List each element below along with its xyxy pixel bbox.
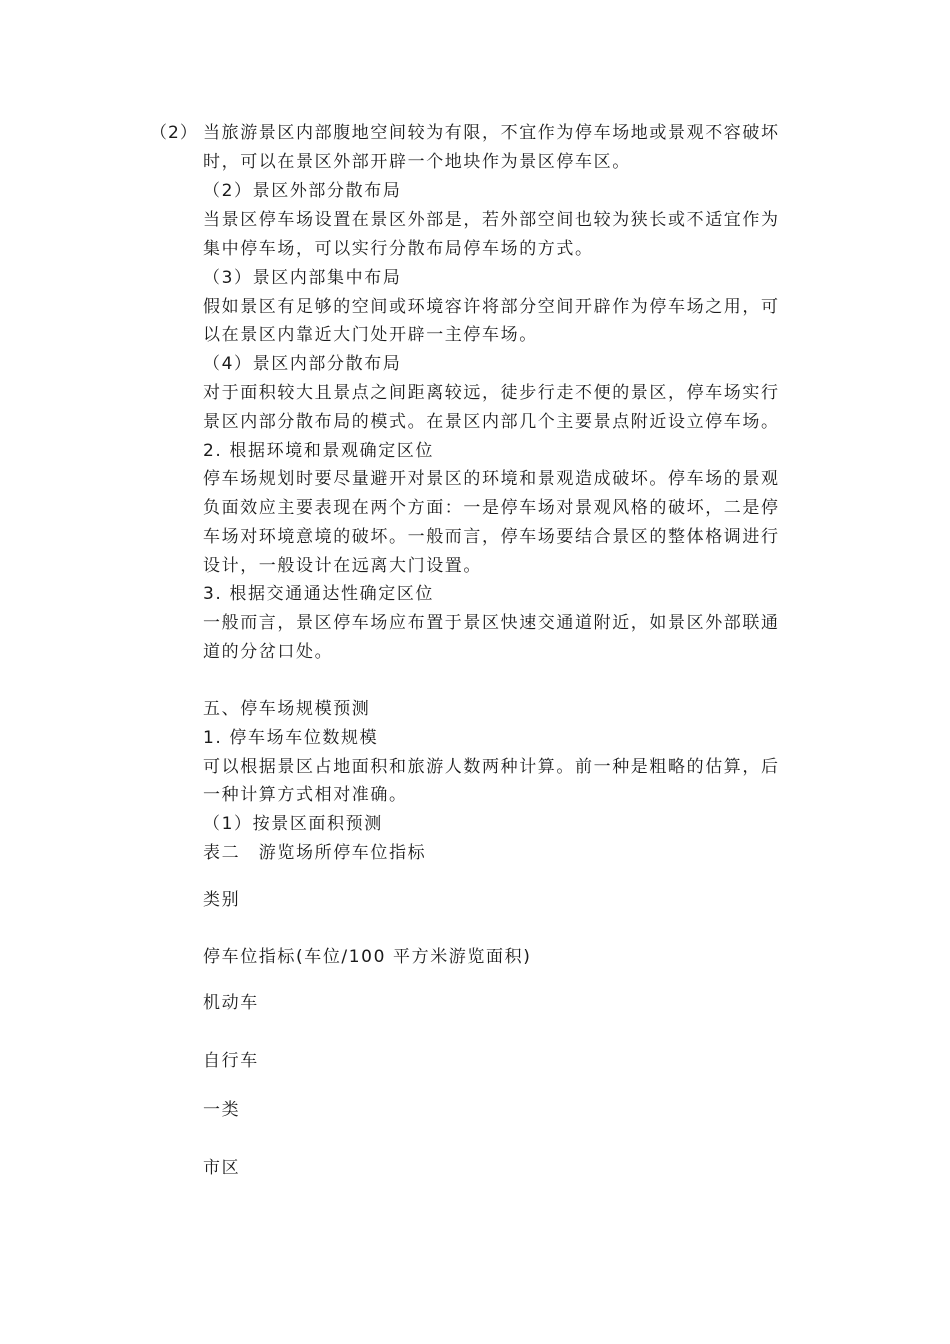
paragraph-line: 对于面积较大且景点之间距离较远，徒步行走不便的景区，停车场实行 bbox=[203, 383, 780, 403]
table-caption: 表二 游览场所停车位指标 bbox=[203, 843, 427, 863]
subheading: 2. 根据环境和景观确定区位 bbox=[203, 441, 435, 461]
paragraph-line: 负面效应主要表现在两个方面：一是停车场对景观风格的破坏，二是停 bbox=[203, 498, 780, 518]
paragraph-line: 车场对环境意境的破坏。一般而言，停车场要结合景区的整体格调进行 bbox=[203, 527, 780, 547]
table-cell: 类别 bbox=[203, 890, 241, 910]
section-heading: 五、停车场规模预测 bbox=[203, 699, 371, 719]
table-cell: 一类 bbox=[203, 1100, 241, 1120]
paragraph-line: 一种计算方式相对准确。 bbox=[203, 785, 408, 805]
subheading: （3）景区内部集中布局 bbox=[203, 268, 402, 288]
subheading: （2）景区外部分散布局 bbox=[203, 181, 402, 201]
paragraph-line: 集中停车场，可以实行分散布局停车场的方式。 bbox=[203, 239, 594, 259]
paragraph-line: 停车场规划时要尽量避开对景区的环境和景观造成破坏。停车场的景观 bbox=[203, 469, 780, 489]
paragraph-line: 时，可以在景区外部开辟一个地块作为景区停车区。 bbox=[203, 152, 631, 172]
subheading: （1）按景区面积预测 bbox=[203, 814, 383, 834]
subheading: （4）景区内部分散布局 bbox=[203, 354, 402, 374]
paragraph-line: 道的分岔口处。 bbox=[203, 642, 334, 662]
paragraph-line: 设计，一般设计在远离大门设置。 bbox=[203, 556, 482, 576]
paragraph-line: 一般而言，景区停车场应布置于景区快速交通道附近，如景区外部联通 bbox=[203, 613, 780, 633]
list-marker: （2） bbox=[150, 123, 198, 143]
subheading: 3. 根据交通通达性确定区位 bbox=[203, 584, 435, 604]
paragraph-line: 假如景区有足够的空间或环境容许将部分空间开辟作为停车场之用，可 bbox=[203, 297, 780, 317]
paragraph-line: 以在景区内靠近大门处开辟一主停车场。 bbox=[203, 325, 538, 345]
table-cell: 停车位指标(车位/100 平方米游览面积) bbox=[203, 947, 532, 967]
subheading: 1. 停车场车位数规模 bbox=[203, 728, 379, 748]
table-cell: 自行车 bbox=[203, 1051, 259, 1071]
table-cell: 市区 bbox=[203, 1158, 241, 1178]
paragraph-line: 景区内部分散布局的模式。在景区内部几个主要景点附近设立停车场。 bbox=[203, 412, 780, 432]
paragraph-line: 可以根据景区占地面积和旅游人数两种计算。前一种是粗略的估算，后 bbox=[203, 757, 780, 777]
paragraph-line: 当景区停车场设置在景区外部是，若外部空间也较为狭长或不适宜作为 bbox=[203, 210, 780, 230]
paragraph-line: 当旅游景区内部腹地空间较为有限，不宜作为停车场地或景观不容破坏 bbox=[203, 123, 780, 143]
table-cell: 机动车 bbox=[203, 993, 259, 1013]
